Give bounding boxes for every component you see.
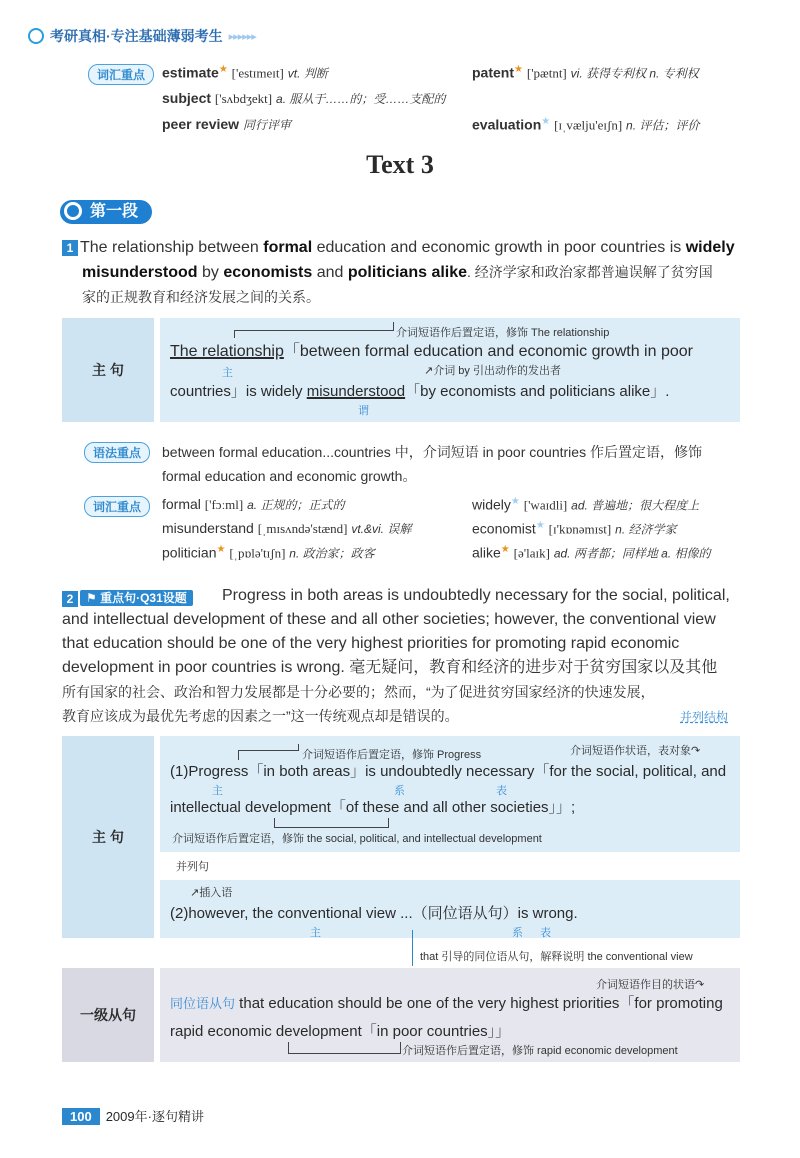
box3-label: 一级从句 bbox=[62, 968, 154, 1062]
label-copula: 系 bbox=[512, 927, 523, 939]
running-header bbox=[28, 26, 256, 46]
parallel-tag: 并列结构 bbox=[680, 710, 729, 724]
box2-note5: that 引导的同位语从句，解释说明 the conventional view bbox=[420, 951, 693, 963]
vocab-item: politician★ [ˌpɒlə'tɪʃn] n. 政治家；政客 bbox=[162, 544, 375, 561]
grammar-tag: 语法重点 bbox=[84, 442, 150, 463]
vocab-item: alike★ [ə'laɪk] ad. 两者都；同样地 a. 相像的 bbox=[472, 544, 711, 561]
label-predicate: 谓 bbox=[358, 405, 369, 417]
sentence-number: 2 bbox=[62, 591, 78, 607]
vocab-item: patent★ ['pætnt] vi. 获得专利权 n. 专利权 bbox=[472, 64, 699, 81]
label-predicative: 表 bbox=[540, 927, 551, 939]
paragraph-1: 1 The relationship between formal education and economic growth in poor countries is widely misunderstood by economists and politicians alike. 经济学家和政治家都普遍误解了贫穷国 家的正规教育和经济发展之间的关系。 bbox=[62, 236, 742, 309]
box2-note4: ↗插入语 bbox=[190, 887, 233, 899]
vocab-item: subject ['sʌbdʒekt] a. 服从于……的；受……支配的 bbox=[162, 90, 446, 106]
parallel-clause-label: 并列句 bbox=[176, 861, 209, 873]
paragraph-2: Progress in both areas is undoubtedly necessary for the social, political, and intellectual development of these and all other societies; however, the conventional view that education should be one of the very highest priorities for promoting rapid economic development in poor countries is wrong. 毫无疑问，教育和经济的进步对于贫穷国家以及其他 所有国家的社会、政治和智力发展都是十分必要的；然而，“为了促进贫穷国家经济的快速发展， 教育应该成为最优先考虑的因素之一”这一传统观点却是错误的。 bbox=[62, 587, 730, 724]
page-number: 100 bbox=[62, 1108, 100, 1125]
box3-sentence2: rapid economic development「in poor countries」」 bbox=[170, 1023, 511, 1040]
section-label: 第一段 bbox=[60, 200, 152, 224]
vocab-item: formal ['fɔːml] a. 正规的；正式的 bbox=[162, 496, 345, 512]
label-subject: 主 bbox=[222, 367, 233, 379]
header-title: 考研真相·专注基础薄弱考生 bbox=[50, 28, 223, 44]
search-icon bbox=[28, 28, 44, 44]
header-arrows: ▸▸▸▸▸▸ bbox=[228, 30, 256, 43]
key-sentence-badge: ⚑ 重点句·Q31设题 bbox=[80, 590, 193, 606]
box3-note1: 介词短语作目的状语↷ bbox=[596, 979, 705, 991]
box2-note1: 介词短语作后置定语，修饰 Progress bbox=[302, 749, 482, 761]
box1-note-mid: ↗介词 by 引出动作的发出者 bbox=[424, 365, 561, 377]
page-footer bbox=[62, 1106, 204, 1125]
vocab-item: misunderstand [ˌmɪsʌndə'stænd] vt.&vi. 误解 bbox=[162, 520, 412, 536]
label-subject: 主 bbox=[212, 785, 223, 797]
label-copula: 系 bbox=[394, 785, 405, 797]
footer-text: 2009年·逐句精讲 bbox=[105, 1109, 204, 1124]
vocab-item: widely★ ['waɪdli] ad. 普遍地；很大程度上 bbox=[472, 496, 700, 513]
box1-note-top: 介词短语作后置定语，修饰 The relationship bbox=[396, 327, 610, 339]
text-title: Text 3 bbox=[366, 150, 434, 179]
box2-note3: 介词短语作后置定语，修饰 the social, political, and intellectual development bbox=[172, 833, 542, 845]
box1-line1: The relationship「between formal education and economic growth in poor bbox=[170, 343, 693, 360]
magnifier-icon bbox=[64, 202, 82, 220]
box1-line2: countries」is widely misunderstood「by economists and politicians alike」. bbox=[170, 383, 670, 400]
vocab-top-block bbox=[88, 64, 154, 85]
box3-sentence1: 同位语从句 that education should be one of the very highest priorities「for promoting bbox=[170, 995, 723, 1012]
box2-sentence1: (1)Progress「in both areas」is undoubtedly necessary「for the social, political, and bbox=[170, 763, 727, 780]
box2-sentence2: intellectual development「of these and all other societies」」; bbox=[170, 799, 576, 816]
box2-note2: 介词短语作状语，表对象↷ bbox=[570, 745, 701, 757]
box2-sentence3: (2)however, the conventional view ...（同位语从句）is wrong. bbox=[170, 905, 578, 922]
label-predicative: 表 bbox=[496, 785, 507, 797]
vocab2-tag: 词汇重点 bbox=[84, 496, 150, 517]
vocab-item: economist★ [ɪ'kɒnəmɪst] n. 经济学家 bbox=[472, 520, 677, 537]
grammar-tag-wrap bbox=[84, 442, 150, 463]
grammar-note: between formal education...countries 中，介词短语 in poor countries 作后置定语，修饰 formal education and economic growth。 bbox=[162, 444, 702, 484]
box3-note2: 介词短语作后置定语，修饰 rapid economic development bbox=[402, 1045, 678, 1057]
vocab2-tag-wrap bbox=[84, 496, 150, 517]
vocab-item: estimate★ ['estɪmeɪt] vt. 判断 bbox=[162, 64, 328, 81]
vocab-item: peer review 同行评审 bbox=[162, 116, 291, 132]
box2-label: 主 句 bbox=[62, 736, 154, 938]
box1-label: 主 句 bbox=[62, 318, 154, 422]
label-subject: 主 bbox=[310, 927, 321, 939]
vocab-tag: 词汇重点 bbox=[88, 64, 154, 85]
sentence-number: 1 bbox=[62, 240, 78, 256]
vocab-item: evaluation★ [ɪˌvælju'eɪʃn] n. 评估；评价 bbox=[472, 116, 700, 133]
